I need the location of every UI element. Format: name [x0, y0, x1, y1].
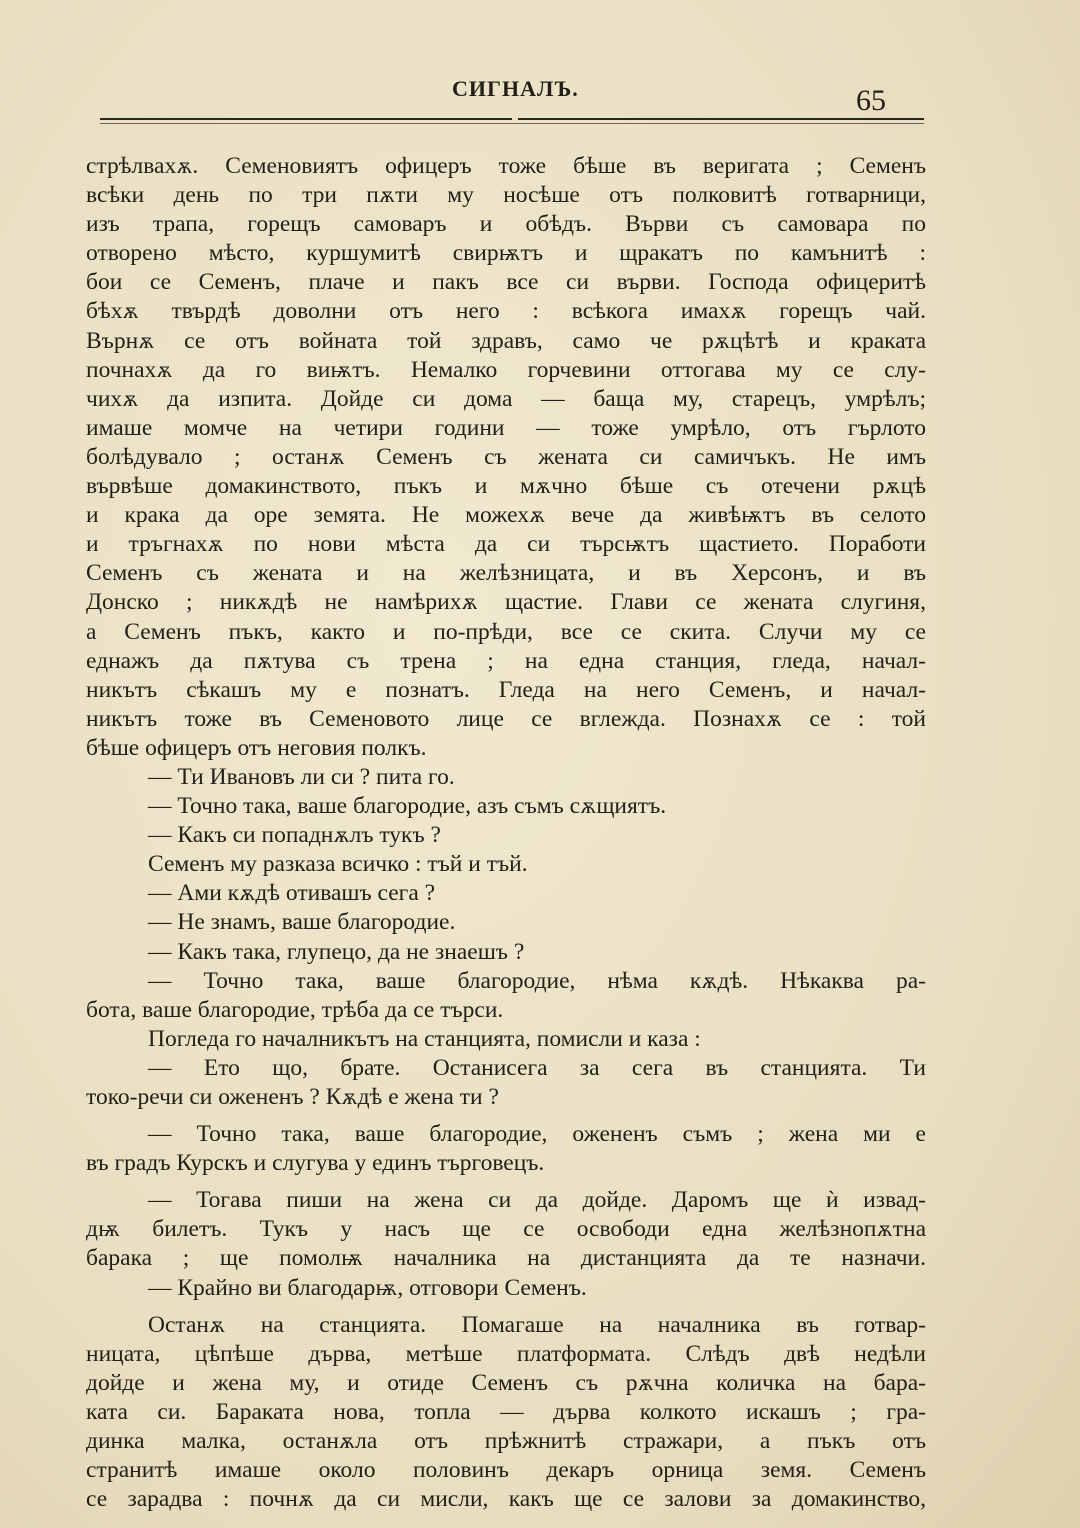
text-line: бѣхѫ твърдѣ доволни отъ него : всѣкога имахѫ горещъ чай.: [86, 298, 926, 325]
text-line: дойде и жена му, и отиде Семенъ съ рѫчна количка на бара-: [86, 1369, 926, 1396]
paragraph-line: Останѫ на станцията. Помагаше на началника въ готвар-: [148, 1311, 926, 1338]
text-line: барака ; ще помолѭ началника на дистанцията да те назначи.: [86, 1245, 926, 1272]
dialogue-line: — Не знамъ, ваше благородие.: [148, 909, 456, 936]
text-line: а Семенъ пъкъ, както и по-прѣди, все се скита. Случи му се: [86, 618, 926, 645]
dialogue-line: — Тогава пиши на жена си да дойде. Даромъ ще ѝ извад-: [148, 1187, 926, 1214]
dialogue-line: — Точно така, ваше благородие, ожененъ съмъ ; жена ми е: [148, 1121, 926, 1148]
running-title: СИГНАЛЪ.: [452, 76, 579, 101]
text-line: изъ трапа, горещъ самоваръ и обѣдъ. Върви съ самовара по: [86, 211, 926, 238]
dialogue-line: — Ти Ивановъ ли си ? пита го.: [148, 763, 455, 790]
text-line: Донско ; никѫдѣ не намѣрихѫ щастие. Глави се жената слугиня,: [86, 589, 926, 616]
text-line: и тръгнахѫ по нови мѣста да си търсѭтъ щастието. Поработи: [86, 531, 926, 558]
text-line: Върнѫ се отъ войната той здравъ, само че рѫцѣтѣ и краката: [86, 327, 926, 354]
text-line: никътъ сѣкашъ му е познатъ. Гледа на него Семенъ, и начал-: [86, 676, 926, 703]
text-line: всѣки день по три пѫти му носѣше отъ полковитѣ готварници,: [86, 182, 926, 209]
text-line: дѭ билетъ. Тукъ у насъ ще се освободи една желѣзнопѫтна: [86, 1216, 926, 1243]
dialogue-line: — Какъ така, глупецо, да не знаешъ ?: [148, 938, 525, 965]
text-line: бота, ваше благородие, трѣба да се търси.: [86, 996, 504, 1023]
dialogue-line: — Точно така, ваше благородие, нѣма кѫдѣ. Нѣкаква ра-: [148, 967, 926, 994]
text-line: динка малка, останѫла отъ прѣжнитѣ стражари, а пъкъ отъ: [86, 1428, 926, 1455]
text-line: въ градъ Курскъ и слугува у единъ търговецъ.: [86, 1150, 545, 1177]
text-line: вървѣше домакинството, пъкъ и мѫчно бѣше съ отечени рѫцѣ: [86, 473, 926, 500]
text-line: ката си. Бараката нова, топла — дърва колкото искашъ ; гра-: [86, 1398, 926, 1425]
text-line: почнахѫ да го виѭтъ. Немалко горчевини оттогава му се слу-: [86, 356, 926, 383]
text-line: и крака да оре земята. Не можехѫ вече да живѣѭтъ въ селото: [86, 502, 926, 529]
text-line: Семенъ съ жената и на желѣзницата, и въ Херсонъ, и въ: [86, 560, 926, 587]
text-line: бѣше офицеръ отъ неговия полкъ.: [86, 734, 427, 761]
header-rule-thin: [100, 123, 924, 124]
page-number: 65: [856, 84, 886, 117]
text-line: стрѣлвахѫ. Семеновиятъ офицеръ тоже бѣше въ веригата ; Семенъ: [86, 153, 926, 179]
text-line: имаше момче на четири години — тоже умрѣло, отъ гърлото: [86, 414, 926, 441]
text-line: странитѣ имаше около половинъ декаръ орница земя. Семенъ: [86, 1457, 926, 1484]
text-line: се зарадва : почнѫ да си мисли, какъ ще се залови за домакинство,: [86, 1486, 926, 1513]
dialogue-line: — Крайно ви благодарѭ, отговори Семенъ.: [148, 1274, 587, 1301]
text-line: болѣдувало ; останѫ Семенъ съ жената си самичъкъ. Не имъ: [86, 443, 926, 470]
dialogue-line: — Какъ си попаднѫлъ тукъ ?: [148, 822, 441, 849]
header-rule-right: [518, 118, 924, 120]
text-line: отворено мѣсто, куршумитѣ свирѭтъ и щракатъ по камънитѣ :: [86, 240, 926, 267]
text-line: токо-речи си ожененъ ? Кѫдѣ е жена ти ?: [86, 1084, 499, 1110]
text-line: еднажъ да пѫтува съ трена ; на една станция, гледа, начал-: [86, 647, 926, 674]
dialogue-line: — Ето що, брате. Останисега за сега въ станцията. Ти: [148, 1054, 926, 1081]
header-rule-left: [100, 118, 512, 120]
dialogue-line: Семенъ му разказа всичко : тъй и тъй.: [148, 851, 528, 878]
dialogue-line: — Ами кѫдѣ отивашъ сега ?: [148, 880, 436, 907]
text-line: ницата, цѣпѣше дърва, метѣше платформата. Слѣдъ двѣ недѣли: [86, 1340, 926, 1367]
text-line: чихѫ да изпита. Дойде си дома — баща му, старецъ, умрѣлъ;: [86, 385, 926, 412]
text-line: бои се Семенъ, плаче и пакъ все си върви. Господа офицеритѣ: [86, 269, 926, 296]
text-line: никътъ тоже въ Семеновото лице се вглежда. Познахѫ се : той: [86, 705, 926, 732]
dialogue-line: Погледа го началникътъ на станцията, помисли и каза :: [148, 1025, 701, 1052]
body-text: [86, 152, 926, 1514]
dialogue-line: — Точно така, ваше благородие, азъ съмъ сѫщиятъ.: [148, 793, 667, 820]
